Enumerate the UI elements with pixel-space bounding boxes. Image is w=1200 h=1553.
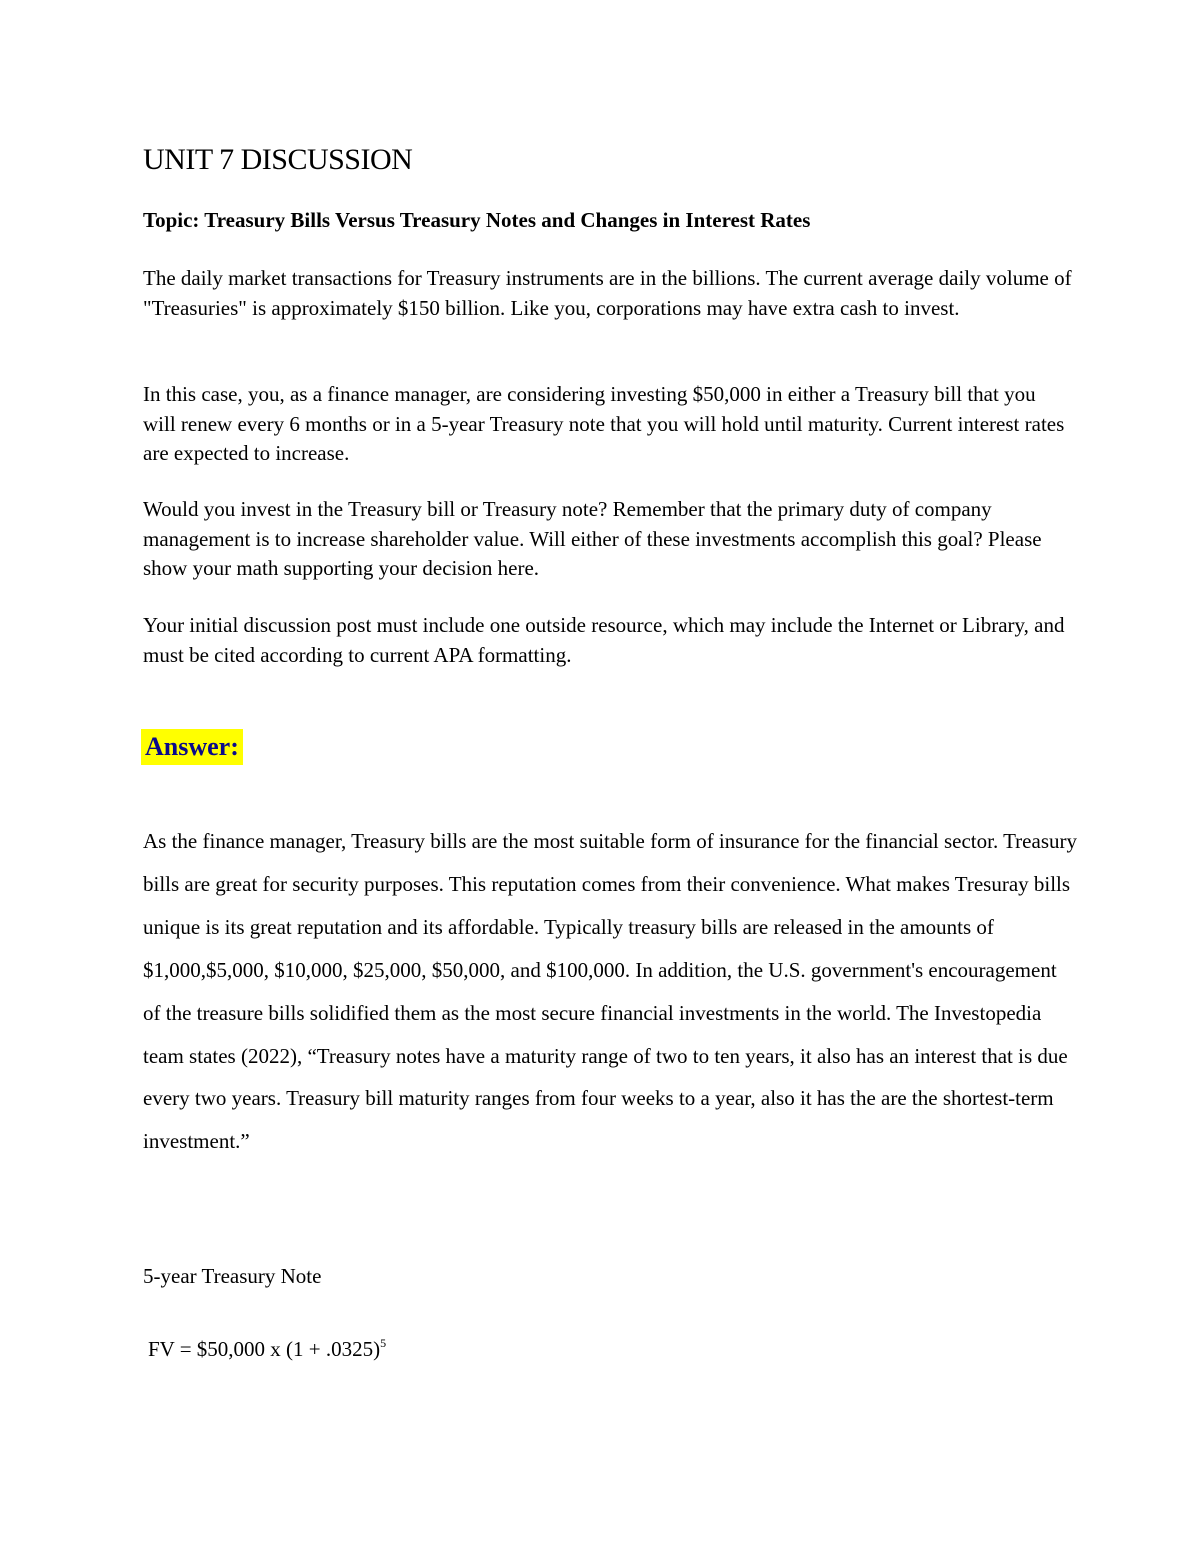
prompt-paragraph-2: In this case, you, as a finance manager, are considering investing $50,000 in either a Treasury bill that you will renew every 6 months or in a 5-year Treasury note that you will hold until maturity. Current interest rates are expected to increase. <box>143 382 1065 465</box>
answer-label: Answer: <box>141 729 243 765</box>
fv-formula <box>148 1336 386 1362</box>
answer-body: As the finance manager, Treasury bills are the most suitable form of insurance for the financial sector. Treasury bills are great for security purposes. This reputation comes from their convenience. What makes Tresuray bills unique is its great reputation and its affordable. Typically treasury bills are released in the amounts of $1,000,$5,000, $10,000, $25,000, $50,000, and $100,000. In addition, the U.S. government's encouragement of the treasure bills solidified them as the most secure financial investments in the world. The Investopedia team states (2022), “Treasury notes have a maturity range of two to ten years, it also has an interest that is due every two years. Treasury bill maturity ranges from four weeks to a year, also it has the are the shortest-term investment.” <box>143 829 1077 1154</box>
prompt-paragraph-3: Would you invest in the Treasury bill or Treasury note? Remember that the primary duty of company management is to increase shareholder value. Will either of these investments accomplish this goal? Please show your math supporting your decision here. <box>143 497 1042 580</box>
formula-base: FV = $50,000 x (1 + .0325) <box>148 1337 381 1361</box>
prompt-paragraph-4: Your initial discussion post must include one outside resource, which may include the Internet or Library, and must be cited according to current APA formatting. <box>143 613 1065 667</box>
topic-heading: Topic: Treasury Bills Versus Treasury Notes and Changes in Interest Rates <box>143 208 811 232</box>
document-title: UNIT 7 DISCUSSION <box>143 143 413 176</box>
prompt-paragraph-1: The daily market transactions for Treasury instruments are in the billions. The current average daily volume of "Treasuries" is approximately $150 billion. Like you, corporations may have extra cash to invest. <box>143 266 1072 320</box>
note-heading: 5-year Treasury Note <box>143 1264 322 1288</box>
formula-exponent: 5 <box>380 1336 387 1350</box>
